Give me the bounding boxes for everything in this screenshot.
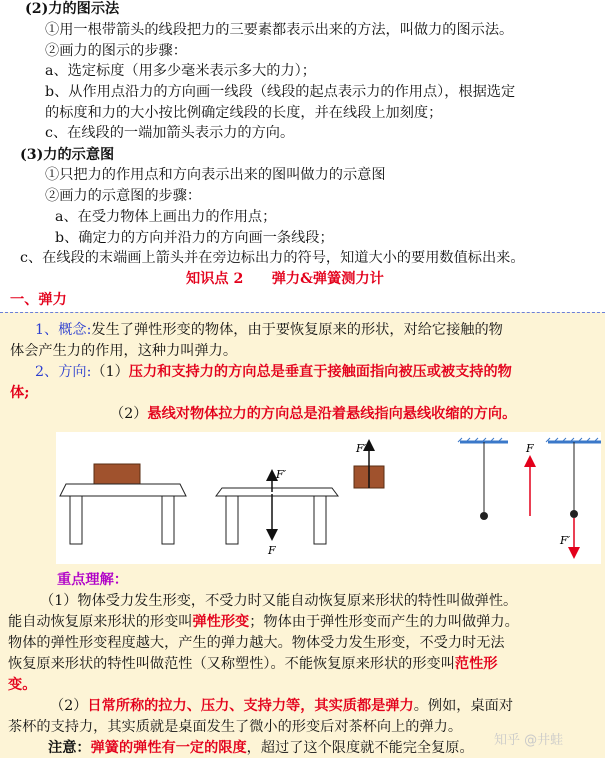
key-line: 变。	[8, 677, 37, 693]
text-line: a、选定标度（用多少毫米表示多大的力）；	[45, 63, 316, 79]
key-line: （1）物体受力发生形变，不受力时又能自动恢复原来形状的特性叫做弹性。	[40, 593, 518, 609]
table-top	[60, 484, 186, 496]
key-points-title: 重点理解：	[57, 572, 128, 588]
force-label-f: F	[526, 442, 534, 455]
ceiling-bar-left	[458, 438, 508, 442]
force-diagram	[56, 432, 601, 564]
section-elastic-force: 一、弹力	[10, 292, 67, 308]
direction-item2-line	[110, 405, 516, 423]
note-emphasis: 弹簧的弹性有一定的限度	[90, 740, 247, 756]
key-text: 恢复原来形状的特性叫做范性（又称塑性）。不能恢复原来形状的形变叫	[8, 656, 455, 672]
force-label-f-prime: F′	[276, 468, 287, 481]
wood-block	[94, 464, 140, 484]
heading-force-diagram-method: (2)力的图示法	[25, 1, 120, 17]
concept-text: 发生了弹性形变的物体，由于要恢复原来的形状，对给它接触的物	[91, 322, 503, 338]
text-line: ①只把力的作用点和方向表示出来的图叫做力的示意图	[45, 167, 386, 183]
table-leg	[70, 496, 82, 544]
table-with-forces	[216, 468, 338, 557]
block-with-force	[354, 442, 384, 488]
heading-force-sketch: (3)力的示意图	[20, 147, 115, 163]
text-line: ①用一根带箭头的线段把力的三要素都表示出来的方法，叫做力的图示法。	[45, 22, 514, 38]
key-text: 。例如，桌面对	[413, 698, 514, 714]
text-line: ②画力的示意图的步骤：	[45, 188, 202, 204]
watermark: 知乎 @井蛙	[494, 733, 564, 748]
force-label-f-prime: F′	[356, 442, 367, 455]
hanging-ball-with-tension	[480, 442, 534, 520]
text-line: a、在受力物体上画出力的作用点；	[55, 209, 277, 225]
note-label: 注意：	[48, 740, 91, 756]
text-line: 的标度和力的大小按比例确定线段的长度，并在线段上加刻度；	[45, 105, 443, 121]
key-text: （2）	[50, 698, 88, 714]
key-line	[8, 655, 497, 673]
direction-item2-num: （2）	[110, 406, 148, 422]
key-line	[50, 697, 513, 715]
hanging-ball-with-pull	[559, 442, 578, 556]
key-line: 物体的弹性形变程度越大，产生的弹力越大。物体受力发生形变，不受力时无法	[8, 635, 505, 651]
direction-item1-num: （1）	[91, 364, 129, 380]
text-line: c、在线段的末端画上箭头并在旁边标出力的符号，知道大小的要用数值标出来。	[20, 250, 525, 266]
table-leg	[162, 496, 174, 544]
force-label-f-prime: F′	[560, 534, 571, 547]
key-line	[48, 739, 474, 757]
key-text: ；物体由于弹性形变而产生的力叫做弹力。	[249, 614, 519, 630]
elastic-force-figure	[56, 432, 601, 564]
force-label-f: F	[268, 544, 276, 557]
key-term-elastic-deformation: 弹性形变	[192, 614, 250, 630]
concept-line	[35, 321, 503, 339]
key-line: 茶杯的支持力，其实质就是桌面发生了微小的形变后对茶杯向上的弹力。	[8, 719, 463, 735]
divider	[0, 312, 605, 313]
direction-item1-text: 压力和支持力的方向总是垂直于接触面指向被压或被支持的物	[128, 364, 512, 380]
table-with-block	[60, 464, 186, 544]
text-line: b、确定力的方向并沿力的方向画一条线段；	[55, 230, 334, 246]
table-top	[216, 488, 338, 496]
note-text: ，超过了这个限度就不能完全复原。	[246, 740, 474, 756]
key-line	[8, 613, 519, 631]
table-leg	[314, 496, 326, 544]
key-emphasis: 日常所称的拉力、压力、支持力等，其实质都是弹力	[87, 698, 414, 714]
concept-label: 1、概念:	[35, 322, 92, 338]
direction-item2-text: 悬线对物体拉力的方向总是沿着悬线指向悬线收缩的方向。	[147, 406, 517, 422]
direction-line	[35, 363, 512, 381]
direction-label: 2、方向:	[35, 364, 92, 380]
key-text: 能自动恢复原来形状的形变叫	[8, 614, 193, 630]
table-leg	[226, 496, 238, 544]
direction-item1-text-2: 体;	[10, 385, 30, 401]
ceiling-bar-right	[546, 438, 601, 442]
text-line: ②画力的图示的步骤：	[45, 43, 187, 59]
knowledge-point-title: 知识点 2 弹力&弹簧测力计	[186, 271, 384, 287]
hanging-ball	[570, 510, 578, 518]
text-line: c、在线段的一端加箭头表示力的方向。	[45, 125, 295, 141]
text-line: b、从作用点沿力的方向画一线段（线段的起点表示力的作用点），根据选定	[45, 84, 516, 100]
concept-line-2: 体会产生力的作用，这种力叫弹力。	[10, 343, 238, 359]
key-term-plastic-deformation: 范性形	[454, 656, 498, 672]
hanging-ball	[480, 512, 488, 520]
